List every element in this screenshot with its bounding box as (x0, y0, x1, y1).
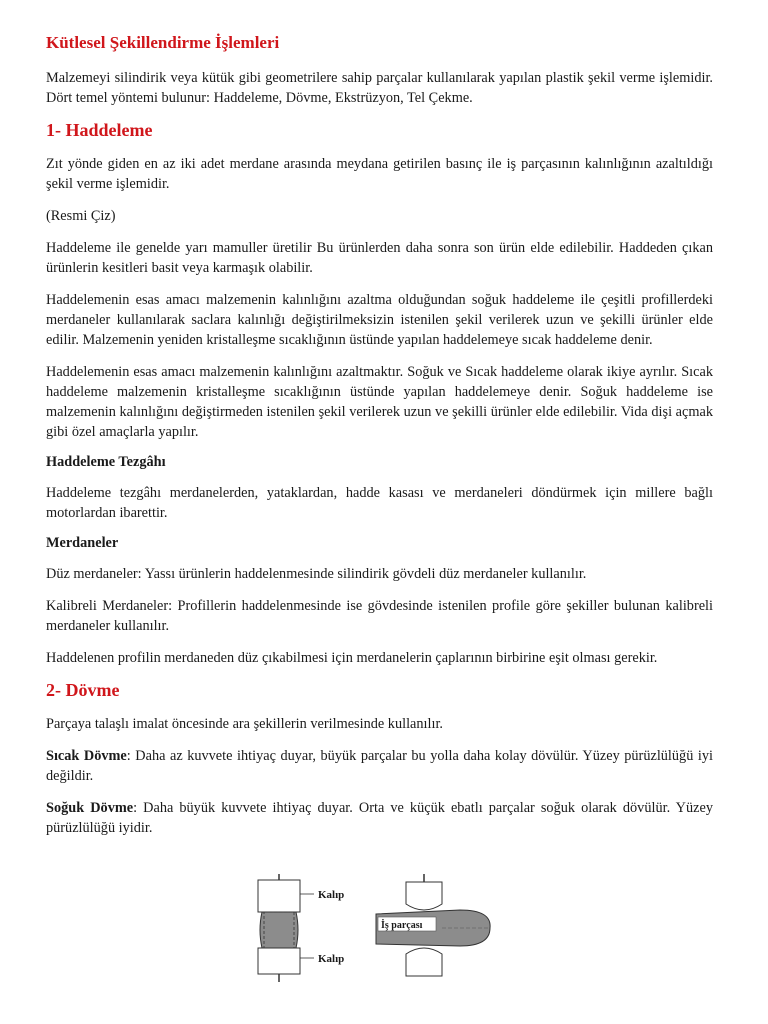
subheading-merdaneler: Merdaneler (46, 535, 119, 551)
upper-die (258, 880, 300, 912)
paragraph: Zıt yönde giden en az iki adet merdane arasında meydana getirilen basınç ile iş parçasının kalınlığının azaltıldığı şekil verme işlemidir. (46, 156, 713, 192)
die-bottom-label: Kalıp (318, 953, 345, 965)
document-title: Kütlesel Şekillendirme İşlemleri (46, 33, 280, 52)
upper-roll (406, 882, 442, 910)
hot-forging-label: Sıcak Dövme (46, 748, 127, 764)
hot-forging-paragraph (46, 746, 713, 786)
cold-forging-text: : Daha büyük kuvvete ihtiyaç duyar. Orta ve küçük ebatlı parçalar soğuk olarak dövülür. Yüzey pürüzlülüğü iyidir. (46, 800, 713, 836)
paragraph: Haddelemenin esas amacı malzemenin kalınlığını azaltmaktır. Soğuk ve Sıcak haddeleme olarak ikiye ayrılır. Sıcak haddeleme malzemenin kristalleşme sıcaklığının üstünde yapılan haddelemeye denir. Soğuk haddeleme ise malzemenin kalınlığını değiştirmeden istenilen şekil verilerek uzun ve şekilli ürünler elde edilebilir. Vida dişi açmak gibi özel amaçlarla yapılır. (46, 364, 713, 440)
intro-paragraph: Malzemeyi silindirik veya kütük gibi geometrilere sahip parçalar kullanılarak yapılan plastik şekil verme işlemidir. Dört temel yöntemi bulunur: Haddeleme, Dövme, Ekstrüzyon, Tel Çekme. (46, 70, 713, 106)
forging-diagram (228, 870, 528, 990)
paragraph: Haddeleme tezgâhı merdanelerden, yataklardan, hadde kasası ve merdaneleri döndürmek için millere bağlı motorlardan ibarettir. (46, 485, 713, 521)
workpiece-label: İş parçası (381, 920, 423, 931)
section-heading-dovme: 2- Dövme (46, 680, 120, 700)
lower-roll (406, 948, 442, 976)
cold-forging-label: Soğuk Dövme (46, 800, 134, 816)
die-top-label: Kalıp (318, 889, 345, 901)
paragraph: Haddelemenin esas amacı malzemenin kalınlığını azaltma olduğundan soğuk haddeleme ile çeşitli profillerdeki merdaneler kullanılarak saclara kalınlığı değiştirilmeksizin istenilen şekil verilerek uzun ve şekilli ürünler elde edilir. Malzemenin yeniden kristalleşme sıcaklığının üstünde yapılan haddelemeye sıcak haddeleme denir. (46, 292, 713, 348)
forged-workpiece (260, 912, 298, 948)
paragraph: Haddelenen profilin merdaneden düz çıkabilmesi için merdanelerin çaplarının birbirine eşit olması gerekir. (46, 650, 658, 666)
paragraph: (Resmi Çiz) (46, 208, 116, 224)
lower-die (258, 948, 300, 974)
document-content (46, 33, 713, 850)
subheading-tezgah: Haddeleme Tezgâhı (46, 454, 166, 470)
section-heading-haddeleme: 1- Haddeleme (46, 120, 153, 140)
paragraph: Haddeleme ile genelde yarı mamuller üretilir Bu ürünlerden daha sonra son ürün elde edilebilir. Haddeden çıkan ürünlerin kesitleri basit veya karmaşık olabilir. (46, 240, 713, 276)
paragraph: Düz merdaneler: Yassı ürünlerin haddelenmesinde silindirik gövdeli düz merdaneler kullanılır. (46, 566, 587, 582)
hot-forging-text: : Daha az kuvvete ihtiyaç duyar, büyük parçalar bu yolla daha kolay dövülür. Yüzey pürüzlülüğü iyi değildir. (46, 748, 713, 784)
paragraph: Kalibreli Merdaneler: Profillerin haddelenmesinde ise gövdesinde istenilen profile göre şekiller bulunan kalibreli merdaneler kullanılır. (46, 598, 713, 634)
paragraph: Parçaya talaşlı imalat öncesinde ara şekillerin verilmesinde kullanılır. (46, 716, 443, 732)
cold-forging-paragraph (46, 798, 713, 838)
